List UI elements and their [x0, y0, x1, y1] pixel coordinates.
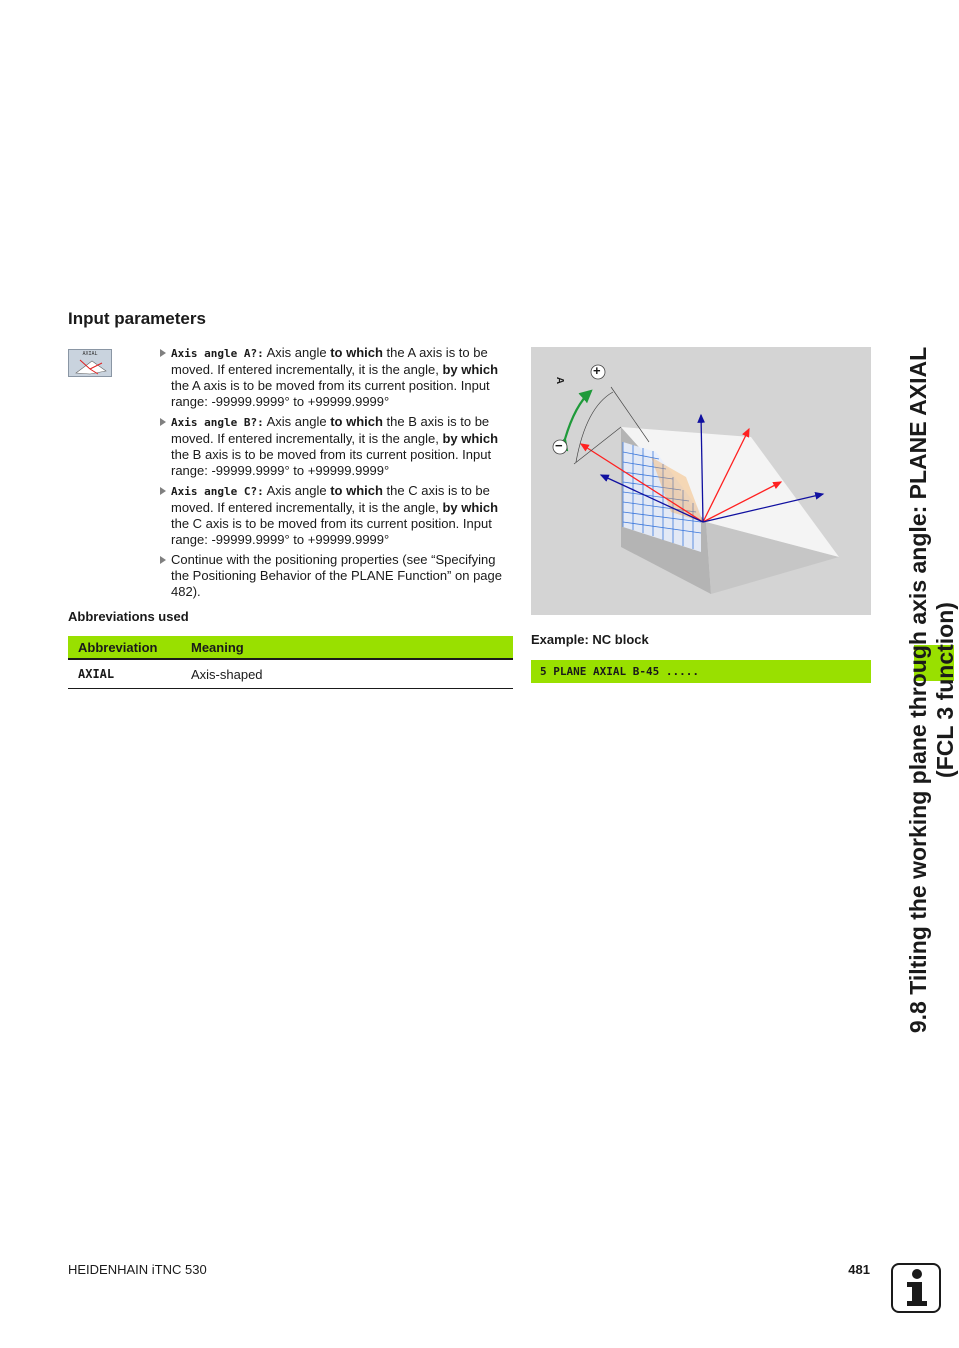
- bullet-triangle-icon: [160, 556, 166, 564]
- table-row: [68, 659, 513, 689]
- param-continue: [160, 552, 512, 600]
- param-text: the A axis is to be moved from its current position. Input range: -99999.9999° to +99999.9999°: [171, 378, 490, 409]
- bullet-triangle-icon: [160, 487, 166, 495]
- param-text: Axis angle: [263, 483, 331, 498]
- nc-block-code: 5 PLANE AXIAL B-45 .....: [531, 660, 871, 683]
- param-axis-angle-b: [160, 414, 512, 479]
- param-axis-angle-a: [160, 345, 512, 410]
- param-code: Axis angle B?:: [171, 416, 264, 429]
- param-text: the B axis is to be moved. If entered incrementally, it is the angle,: [171, 414, 490, 446]
- abbreviations-title: Abbreviations used: [68, 609, 189, 624]
- param-text: the C axis is to be moved from its current position. Input range: -99999.9999° to +99999.9999°: [171, 516, 492, 547]
- param-text: the C axis is to be moved. If entered incrementally, it is the angle,: [171, 483, 490, 515]
- illustration-graphic: [531, 347, 871, 615]
- meaning-cell: Axis-shaped: [181, 659, 513, 689]
- param-text: the B axis is to be moved from its current position. Input range: -99999.9999° to +99999.9999°: [171, 447, 492, 478]
- abbreviations-table: [68, 636, 513, 689]
- axis-a-label: A: [554, 376, 566, 385]
- softkey-label: AXIAL: [82, 351, 98, 357]
- param-text: Axis angle: [263, 414, 331, 429]
- plus-sign: +: [593, 363, 601, 378]
- column-header-meaning: Meaning: [181, 636, 513, 659]
- param-bold: by which: [442, 362, 499, 377]
- bullet-triangle-icon: [160, 418, 166, 426]
- plane-axial-illustration: [531, 347, 871, 615]
- table-header-row: [68, 636, 513, 659]
- param-bold: by which: [442, 500, 499, 515]
- continue-text: Continue with the positioning properties (see “Specifying the Positioning Behavior of the PLANE Function” on page 482).: [171, 552, 502, 599]
- chapter-title-line1: 9.8 Tilting the working plane through axis angle: PLANE AXIAL: [905, 346, 931, 1034]
- info-icon: [891, 1263, 941, 1313]
- column-header-abbreviation: Abbreviation: [68, 636, 181, 659]
- param-bold: to which: [330, 414, 383, 429]
- minus-sign: −: [555, 438, 563, 453]
- param-code: Axis angle C?:: [171, 485, 264, 498]
- param-axis-angle-c: [160, 483, 512, 548]
- abbreviation-cell: AXIAL: [68, 659, 181, 689]
- param-bold: to which: [330, 345, 383, 360]
- plane-axial-softkey-icon[interactable]: [68, 349, 112, 377]
- footer-product: HEIDENHAIN iTNC 530: [68, 1262, 207, 1277]
- example-title: Example: NC block: [531, 632, 649, 647]
- param-bold: by which: [442, 431, 499, 446]
- param-text: the A axis is to be moved. If entered incrementally, it is the angle,: [171, 345, 488, 377]
- param-text: Axis angle: [263, 345, 331, 360]
- page-number: 481: [848, 1262, 870, 1277]
- softkey-graphic: [72, 357, 110, 375]
- bullet-triangle-icon: [160, 349, 166, 357]
- section-title: Input parameters: [68, 309, 206, 328]
- param-code: Axis angle A?:: [171, 347, 264, 360]
- chapter-title-line2: (FCL 3 function): [932, 602, 958, 778]
- param-bold: to which: [330, 483, 383, 498]
